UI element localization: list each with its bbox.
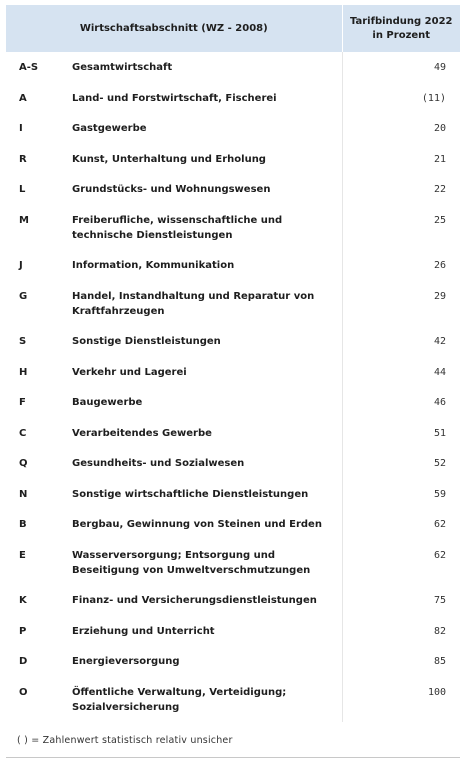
row-value: 82 <box>342 616 460 647</box>
row-value: 25 <box>342 205 460 251</box>
row-value: 26 <box>342 250 460 281</box>
row-label: Erziehung und Unterricht <box>72 625 215 637</box>
row-code: M <box>19 214 29 226</box>
row-code: I <box>19 123 23 134</box>
row-value: (11) <box>342 83 460 114</box>
header-value <box>342 5 460 52</box>
row-value: 20 <box>342 113 460 144</box>
row-value: 21 <box>342 144 460 175</box>
row-label: Freiberufliche, wissenschaftliche und technische Dienstleistungen <box>72 214 283 241</box>
table-row <box>6 540 460 586</box>
row-value: 100 <box>342 677 460 723</box>
table-row <box>6 113 460 144</box>
header-value-line1: Tarifbindung 2022 <box>349 15 453 27</box>
header-value-line2: in Prozent <box>372 29 431 41</box>
row-value: 52 <box>342 448 460 479</box>
row-code: N <box>19 488 28 500</box>
row-label: Sonstige wirtschaftliche Dienstleistungen <box>72 488 309 500</box>
table-row <box>6 646 460 677</box>
row-value: 42 <box>342 326 460 357</box>
row-value: 49 <box>342 52 460 83</box>
table-row <box>6 418 460 449</box>
row-label: Handel, Instandhaltung und Reparatur von Kraftfahrzeugen <box>72 290 315 317</box>
row-code: R <box>19 153 27 165</box>
row-value: 75 <box>342 585 460 616</box>
row-label: Land- und Forstwirtschaft, Fischerei <box>72 92 277 104</box>
table-row <box>6 83 460 114</box>
row-label: Verarbeitendes Gewerbe <box>72 427 212 439</box>
row-label: Bergbau, Gewinnung von Steinen und Erden <box>72 519 322 530</box>
row-value: 62 <box>342 540 460 586</box>
table-row <box>6 52 460 83</box>
row-label: Öffentliche Verwaltung, Verteidigung; Sozialversicherung <box>72 686 287 713</box>
row-label: Gastgewerbe <box>72 123 147 134</box>
table-row <box>6 144 460 175</box>
footnote: ( ) = Zahlenwert statistisch relativ unsicher <box>17 735 233 746</box>
row-label: Energieversorgung <box>72 656 180 667</box>
row-value: 62 <box>342 509 460 540</box>
row-label: Sonstige Dienstleistungen <box>72 336 221 347</box>
row-code: G <box>19 290 28 302</box>
row-code: L <box>19 184 26 195</box>
row-code: K <box>19 595 27 606</box>
row-value: 22 <box>342 174 460 205</box>
row-code: Q <box>19 458 28 469</box>
row-code: C <box>19 427 27 439</box>
table-header <box>6 5 460 52</box>
row-code: A <box>19 92 27 104</box>
table-row <box>6 448 460 479</box>
table-row <box>6 250 460 281</box>
row-code: S <box>19 336 27 347</box>
row-label: Baugewerbe <box>72 397 143 408</box>
row-value: 59 <box>342 479 460 510</box>
header-section: Wirtschaftsabschnitt (WZ - 2008) <box>6 5 342 52</box>
table-body <box>6 52 460 722</box>
table-row <box>6 509 460 540</box>
bottom-rule <box>6 757 460 758</box>
row-value: 29 <box>342 281 460 327</box>
row-code: F <box>19 397 26 408</box>
table-row <box>6 174 460 205</box>
table-row <box>6 205 460 251</box>
row-value: 46 <box>342 387 460 418</box>
table-row <box>6 479 460 510</box>
table-row <box>6 387 460 418</box>
row-code: P <box>19 625 27 637</box>
row-label: Finanz- und Versicherungsdienstleistungen <box>72 595 317 606</box>
table-row <box>6 677 460 723</box>
row-code: A-S <box>19 62 39 73</box>
row-label: Wasserversorgung; Entsorgung und Beseitigung von Umweltverschmutzungen <box>72 549 311 576</box>
table-row <box>6 585 460 616</box>
row-code: H <box>19 366 28 378</box>
table-row <box>6 357 460 388</box>
row-label: Gesamtwirtschaft <box>72 62 173 73</box>
row-value: 85 <box>342 646 460 677</box>
tarifbindung-table <box>6 5 460 722</box>
table-row <box>6 616 460 647</box>
row-code: B <box>19 519 27 530</box>
row-code: E <box>19 549 26 561</box>
row-label: Kunst, Unterhaltung und Erholung <box>72 153 266 165</box>
row-code: O <box>19 686 28 698</box>
row-code: D <box>19 656 28 667</box>
table-row <box>6 326 460 357</box>
row-label: Gesundheits- und Sozialwesen <box>72 458 245 469</box>
row-label: Verkehr und Lagerei <box>72 366 187 378</box>
row-label: Grundstücks- und Wohnungswesen <box>72 184 271 195</box>
row-value: 51 <box>342 418 460 449</box>
row-code: J <box>19 260 23 271</box>
table-row <box>6 281 460 327</box>
row-value: 44 <box>342 357 460 388</box>
row-label: Information, Kommunikation <box>72 260 235 271</box>
